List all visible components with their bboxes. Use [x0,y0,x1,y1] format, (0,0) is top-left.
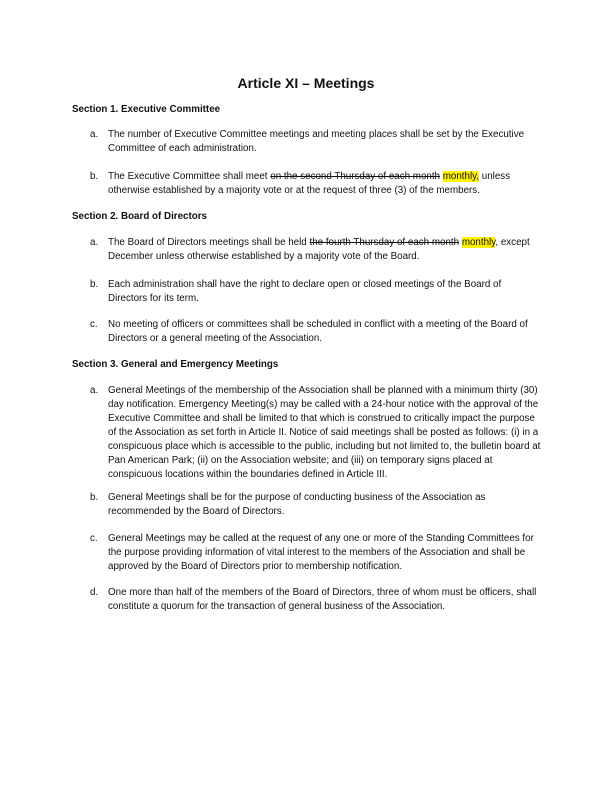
list-marker: a. [90,237,99,248]
list-item [90,384,542,482]
list-item-text [108,170,542,198]
list-item-text: One more than half of the members of the Board of Directors, three of whom must be officers, shall constitute a quorum for the transaction of general business of the Association. [108,587,537,612]
text-before-edit: The Board of Directors meetings shall be held [108,237,310,248]
list-item [90,128,542,156]
list-item-text: No meeting of officers or committees shall be scheduled in conflict with a meeting of the Board of Directors or a general meeting of the Association. [108,319,528,344]
highlighted-text: monthly [461,237,496,248]
list-item [90,318,542,346]
list-marker: c. [90,319,98,330]
text-after-edit: unless otherwise established by a majority vote or at the request of three (3) of the members. [108,171,511,196]
list-item-text [108,236,542,264]
article-title: Article XI – Meetings [237,75,375,91]
list-marker: c. [90,533,98,544]
list-item [90,170,542,198]
section-heading-board-of-directors: Section 2. Board of Directors [72,211,208,222]
list-marker: d. [90,587,99,598]
list-item-text: Each administration shall have the right to declare open or closed meetings of the Board of Directors for its term. [108,279,502,304]
list-marker: a. [90,385,99,396]
text-after-edit: , except December unless otherwise established by a majority vote of the Board. [108,237,530,262]
list-item [90,532,542,574]
list-item-text: General Meetings shall be for the purpose of conducting business of the Association as recommended by the Board of Directors. [108,492,486,517]
list-item [90,491,542,519]
list-item-text: General Meetings of the membership of the Association shall be planned with a minimum thirty (30) day notification. Emergency Meeting(s) may be called with a 24-hour notice with the approval of the Executive Committee and shall be limited to that which is construed to critically impact the purpose of the Association as set forth in Article II. Notice of said meetings shall be posted as follows: (i) in a conspicuous place which is accessible to the public, including but not limited to, the bulletin board at Pan American Park; (ii) on the Association website; and (iii) on temporary signs placed at conspicuous locations within the boundaries defined in Article III. [108,385,541,480]
list-marker: b. [90,171,99,182]
list-item-text: The number of Executive Committee meetings and meeting places shall be set by the Executive Committee of each administration. [108,129,525,154]
list-marker: a. [90,129,99,140]
struck-text: the fourth Thursday of each month [309,237,460,248]
text-before-edit: The Executive Committee shall meet [108,171,271,182]
section-heading-executive-committee: Section 1. Executive Committee [72,104,221,115]
list-item-text: General Meetings may be called at the request of any one or more of the Standing Committees for the purpose providing information of vital interest to the members of the Association and shall be approved by the Board of Directors prior to membership notification. [108,533,534,572]
highlighted-text: monthly, [442,171,480,182]
list-item [90,236,542,264]
section-heading-general-emergency-meetings: Section 3. General and Emergency Meetings [72,359,279,370]
struck-text: on the second Thursday of each month [270,171,441,182]
list-item [90,586,542,614]
list-marker: b. [90,279,99,290]
list-item [90,278,542,306]
list-marker: b. [90,492,99,503]
